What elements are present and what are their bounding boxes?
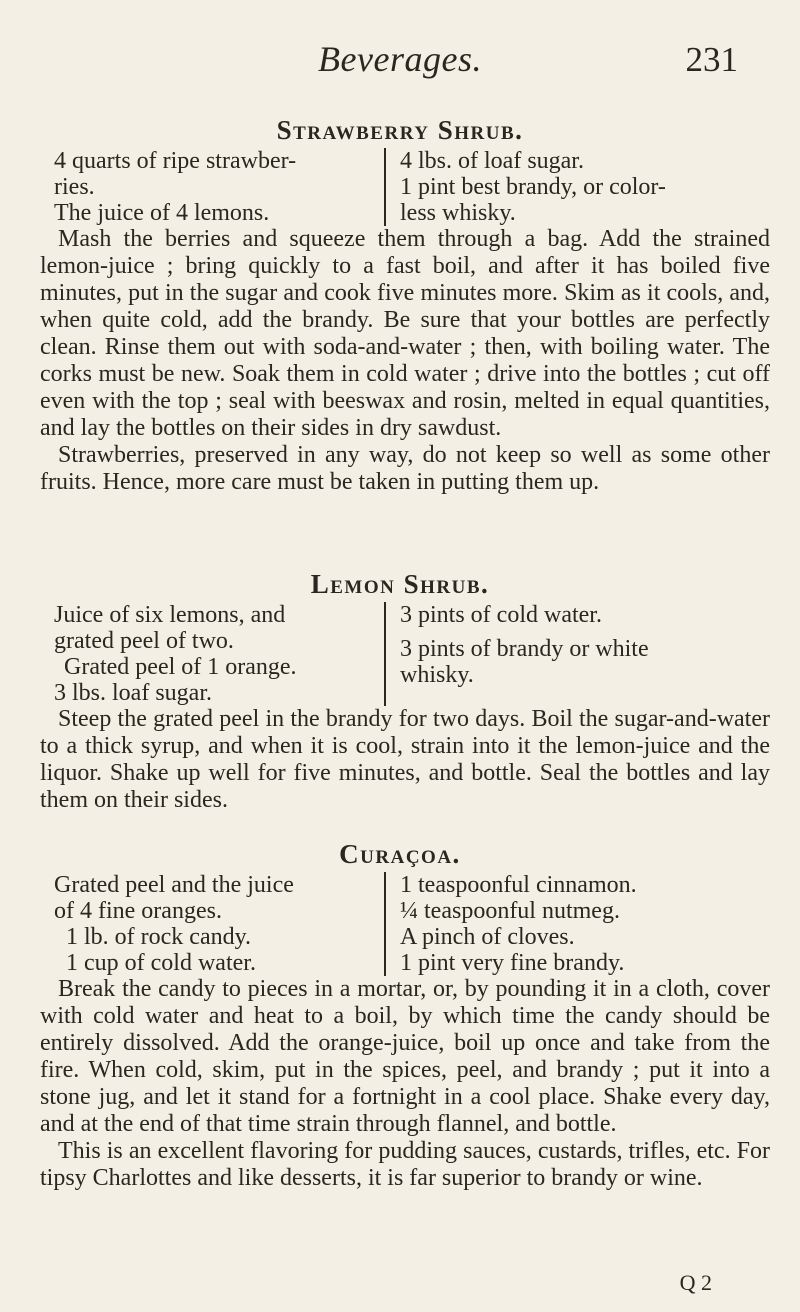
ingredient-line: grated peel of two. xyxy=(54,628,234,654)
ingredient-line: ries. xyxy=(54,174,95,200)
running-head xyxy=(0,38,800,88)
ingredients-left-column xyxy=(54,872,386,976)
ingredient-line: less whisky. xyxy=(400,200,516,226)
ingredients-right-column xyxy=(386,872,738,976)
recipe-lemon-shrub xyxy=(0,566,800,814)
page-number: 231 xyxy=(685,40,738,79)
ingredients-table xyxy=(54,602,738,706)
ingredients-right-column xyxy=(386,602,738,706)
ingredients-right-column xyxy=(386,148,738,226)
recipe-title: Lemon Shrub. xyxy=(310,569,490,599)
ingredient-line: of 4 fine oranges. xyxy=(54,898,222,924)
ingredient-line: 1 pint best brandy, or color- xyxy=(400,174,666,200)
ingredients-table xyxy=(54,872,738,976)
ingredient-line: 1 pint very fine brandy. xyxy=(400,950,625,976)
ingredient-line: 1 cup of cold water. xyxy=(66,950,256,976)
recipe-title: Curaçoa. xyxy=(339,839,461,869)
recipe-strawberry-shrub xyxy=(0,112,800,496)
ingredient-line: ¼ teaspoonful nutmeg. xyxy=(400,898,620,924)
signature-mark: Q 2 xyxy=(679,1270,712,1295)
ingredient-line: 1 lb. of rock candy. xyxy=(66,924,252,950)
ingredient-line: The juice of 4 lemons. xyxy=(54,200,270,226)
method-paragraph: Break the candy to pieces in a mortar, or, by pounding it in a cloth, cover with cold water and heat to a boil, by which time the candy should be entirely dissolved. Add the orange-juice, boil up once and take from the fire. When cold, skim, put in the spices, peel, and brandy ; put it into a stone jug, and let it stand for a fortnight in a cool place. Shake every day, and at the end of that time strain through flannel, and bottle. xyxy=(40,976,770,1137)
ingredient-line: 3 pints of brandy or white xyxy=(400,636,649,662)
ingredient-line: 3 pints of cold water. xyxy=(400,602,602,628)
ingredient-line: 4 quarts of ripe strawber- xyxy=(54,148,297,174)
ingredient-line: whisky. xyxy=(400,662,474,688)
recipe-title: Strawberry Shrub. xyxy=(276,115,524,145)
ingredient-line: 4 lbs. of loaf sugar. xyxy=(400,148,584,174)
method-paragraph: Mash the berries and squeeze them through a bag. Add the strained lemon-juice ; bring quickly to a fast boil, and after it has boiled five minutes, put in the sugar and cook five minutes more. Skim as it cools, and, when quite cold, add the brandy. Be sure that your bottles are perfectly clean. Rinse them out with soda-and-water ; then, with boiling water. The corks must be new. Soak them in cold water ; drive into the bottles ; cut off even with the top ; seal with beeswax and rosin, melted in equal quantities, and lay the bottles on their sides in dry sawdust. xyxy=(40,226,770,441)
note-paragraph: Strawberries, preserved in any way, do not keep so well as some other fruits. Hence, more care must be taken in putting them up. xyxy=(40,442,770,495)
ingredients-table xyxy=(54,148,738,226)
ingredients-left-column xyxy=(54,148,386,226)
ingredient-line: Juice of six lemons, and xyxy=(54,602,286,628)
ingredient-line: A pinch of cloves. xyxy=(400,924,575,950)
method-paragraph: Steep the grated peel in the brandy for two days. Boil the sugar-and-water to a thick syrup, and when it is cool, strain into it the lemon-juice and the liquor. Shake up well for five minutes, and bottle. Seal the bottles and lay them on their sides. xyxy=(40,706,770,813)
ingredient-line: 3 lbs. loaf sugar. xyxy=(54,680,212,706)
running-title: Beverages. xyxy=(318,39,482,79)
ingredient-line: Grated peel and the juice xyxy=(54,872,294,898)
ingredients-left-column xyxy=(54,602,386,706)
ingredient-line: 1 teaspoonful cinnamon. xyxy=(400,872,637,898)
ingredient-line: Grated peel of 1 orange. xyxy=(64,654,297,680)
recipe-curacoa xyxy=(0,836,800,1192)
note-paragraph: This is an excellent flavoring for pudding sauces, custards, trifles, etc. For tipsy Charlottes and like desserts, it is far superior to brandy or wine. xyxy=(40,1138,770,1191)
